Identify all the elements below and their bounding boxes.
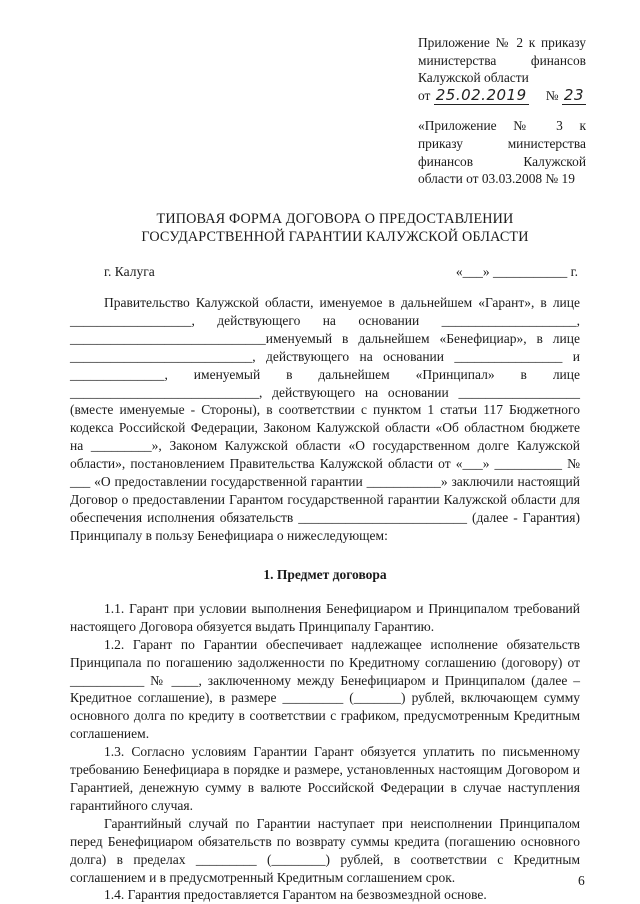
paragraph-1-2: 1.2. Гарант по Гарантии обеспечивает надлежащее исполнение обязательств Принципала по погашению задолженности по Кредитному соглашению (договору) от ___________ № ____, заключенному между Бенефициаром и Принципалом (далее – Кредитное соглашение), в размере _________ (_______) рублей, включающем сумму основного долга по кредиту в соответствии с графиком, предусмотренным Кредитным соглашением.: [70, 636, 580, 742]
order-number-label: №: [545, 87, 559, 103]
order-date-handwritten: 25.02.2019: [435, 85, 527, 104]
paragraph-1-4: 1.4. Гарантия предоставляется Гарантом на безвозмездной основе.: [104, 887, 487, 903]
order-date-prefix: от: [418, 87, 431, 103]
section-1-heading: 1. Предмет договора: [263, 567, 387, 582]
paragraph-guarantee-case: Гарантийный случай по Гарантии наступает при неисполнении Принципалом перед Бенефициаром обязательств по возврату суммы кредита (погашению основного долга) в пределах _________ (________) рублей, в соответствии с Кредитным соглашением и в предусмотренный Кредитным соглашением срок.: [70, 815, 580, 885]
document-title: [90, 210, 580, 246]
paragraph-1-1: 1.1. Гарант при условии выполнения Бенефициаром и Принципалом требований настоящего Договора обязуется выдать Принципалу Гарантию.: [70, 600, 580, 634]
preamble-paragraph: Правительство Калужской области, именуемое в дальнейшем «Гарант», в лице __________________, действующего на основании ____________________, _____________________________именуемый в дальнейшем «Бенефициар», в лице ___________________________, действующего на основании ________________ и ______________, именуемый в дальнейшем «Принципал» в лице ____________________________, действующего на основании __________________ (вместе именуемые - Стороны), в соответствии с пунктом 1 статьи 117 Бюджетного кодекса Российской Федерации, Законом Калужской области «Об областном бюджете на _________», Законом Калужской области «О государственном долге Калужской области», постановлением Правительства Калужской области от «___» __________ № ___ «О предоставлении государственной гарантии ___________» заключили настоящий Договор о предоставлении Гарантом государственной гарантии Калужской области для обеспечения исполнения обязательств _________________________ (далее - Гарантия) Принципалу в пользу Бенефициара о нижеследующем:: [70, 295, 580, 543]
appendix-quote-line-4: области от 03.03.2008 № 19: [418, 171, 575, 187]
appendix-order-date-line: [418, 87, 586, 105]
appendix-line-1: Приложение № 2 к приказу: [418, 35, 586, 50]
section-1: [70, 556, 580, 904]
appendix-header: [418, 34, 586, 188]
contract-date: «___» ___________ г.: [455, 264, 578, 279]
preamble-block: [70, 294, 580, 545]
order-number-handwritten: 23: [563, 85, 584, 104]
title-line-2: ГОСУДАРСТВЕННОЙ ГАРАНТИИ КАЛУЖСКОЙ ОБЛАСТИ: [141, 229, 529, 245]
appendix-quote-line-2: приказу министерства: [418, 135, 586, 151]
appendix-quote-line-1: «Приложение № 3 к: [418, 118, 586, 134]
page-number: 6: [578, 873, 585, 888]
appendix-line-3: Калужской области: [418, 70, 529, 86]
city: г. Калуга: [104, 264, 155, 279]
paragraph-1-3: 1.3. Согласно условиям Гарантии Гарант обязуется уплатить по письменному требованию Бенефициара в порядке и размере, установленных настоящим Договором и Гарантией, денежную сумму в валюте Российской Федерации в случае наступления гарантийного случая.: [70, 744, 580, 813]
appendix-line-2: министерства финансов: [418, 52, 586, 68]
appendix-quote-line-3: финансов Калужской: [418, 153, 586, 169]
title-line-1: ТИПОВАЯ ФОРМА ДОГОВОРА О ПРЕДОСТАВЛЕНИИ: [156, 211, 514, 227]
place-date-line: [104, 263, 578, 281]
